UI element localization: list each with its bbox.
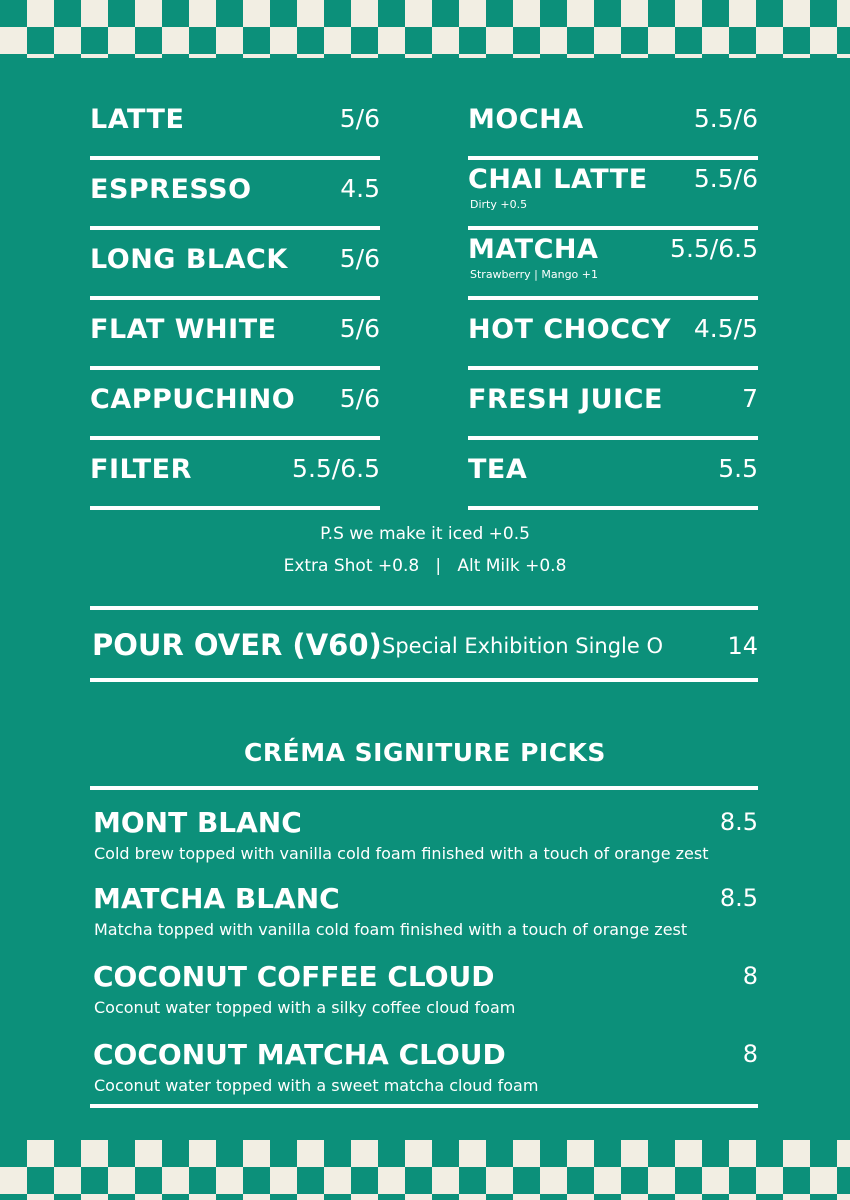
- menu-item: [468, 370, 758, 440]
- item-name: MONT BLANC: [93, 806, 302, 839]
- signature-item: [93, 1038, 758, 1098]
- menu-item: [468, 230, 758, 300]
- item-price: 5/6: [339, 104, 380, 133]
- item-name: FLAT WHITE: [90, 314, 277, 345]
- item-option-note: Dirty +0.5: [470, 198, 528, 211]
- extras-note: Extra Shot +0.8 | Alt Milk +0.8: [283, 556, 567, 576]
- checker-border-bottom: [0, 1140, 850, 1200]
- item-name: ESPRESSO: [90, 174, 252, 205]
- divider: [90, 678, 758, 682]
- menu-item: [90, 160, 380, 230]
- menu-item: [468, 90, 758, 160]
- menu-column-right: [468, 90, 758, 510]
- item-price: 5/6: [339, 314, 380, 343]
- item-name: FRESH JUICE: [468, 384, 663, 415]
- item-option-note: Strawberry | Mango +1: [470, 268, 598, 281]
- item-name: FILTER: [90, 454, 192, 485]
- item-name: COCONUT COFFEE CLOUD: [93, 960, 495, 993]
- signature-item: [93, 960, 758, 1020]
- item-description: Coconut water topped with a sweet matcha cloud foam: [94, 1076, 539, 1095]
- pour-over-name: POUR OVER (V60): [92, 628, 382, 662]
- signature-title: CRÉMA SIGNITURE PICKS: [244, 738, 606, 767]
- item-price: 5.5: [718, 454, 758, 483]
- checker-border-top: [0, 0, 850, 58]
- item-name: HOT CHOCCY: [468, 314, 671, 345]
- item-price: 5/6: [339, 244, 380, 273]
- pour-over-description: Special Exhibition Single O: [382, 634, 664, 658]
- item-name: CAPPUCHINO: [90, 384, 296, 415]
- menu-notes: [0, 518, 850, 582]
- item-price: 8: [742, 962, 758, 990]
- menu-item: [468, 440, 758, 510]
- menu-item: [90, 370, 380, 440]
- divider: [90, 606, 758, 610]
- item-price: 5.5/6: [693, 164, 758, 193]
- item-price: 7: [742, 384, 758, 413]
- item-price: 4.5: [340, 174, 380, 203]
- item-name: COCONUT MATCHA CLOUD: [93, 1038, 506, 1071]
- menu-column-left: [90, 90, 380, 510]
- item-name: TEA: [468, 454, 528, 485]
- item-description: Matcha topped with vanilla cold foam finished with a touch of orange zest: [94, 920, 688, 939]
- menu-item: [90, 300, 380, 370]
- menu-item: [90, 230, 380, 300]
- item-price: 5/6: [339, 384, 380, 413]
- item-price: 5.5/6.5: [670, 234, 758, 263]
- item-name: LONG BLACK: [90, 244, 288, 275]
- item-name: MATCHA: [468, 234, 599, 265]
- item-name: CHAI LATTE: [468, 164, 648, 195]
- menu-item: [468, 300, 758, 370]
- item-price: 8.5: [719, 808, 758, 836]
- item-price: 5.5/6: [693, 104, 758, 133]
- divider: [90, 786, 758, 790]
- item-description: Cold brew topped with vanilla cold foam finished with a touch of orange zest: [94, 844, 709, 863]
- item-price: 4.5/5: [693, 314, 758, 343]
- divider: [90, 1104, 758, 1108]
- item-name: MATCHA BLANC: [93, 882, 340, 915]
- item-price: 5.5/6.5: [292, 454, 380, 483]
- item-name: LATTE: [90, 104, 185, 135]
- menu-item: [468, 160, 758, 230]
- item-price: 8.5: [719, 884, 758, 912]
- iced-note: P.S we make it iced +0.5: [320, 524, 530, 544]
- signature-item: [93, 882, 758, 942]
- menu-item: [90, 440, 380, 510]
- menu-item: [90, 90, 380, 160]
- pour-over-row: [92, 622, 758, 670]
- pour-over-price: 14: [727, 632, 758, 660]
- item-description: Coconut water topped with a silky coffee cloud foam: [94, 998, 516, 1017]
- item-price: 8: [742, 1040, 758, 1068]
- item-name: MOCHA: [468, 104, 584, 135]
- signature-item: [93, 806, 758, 866]
